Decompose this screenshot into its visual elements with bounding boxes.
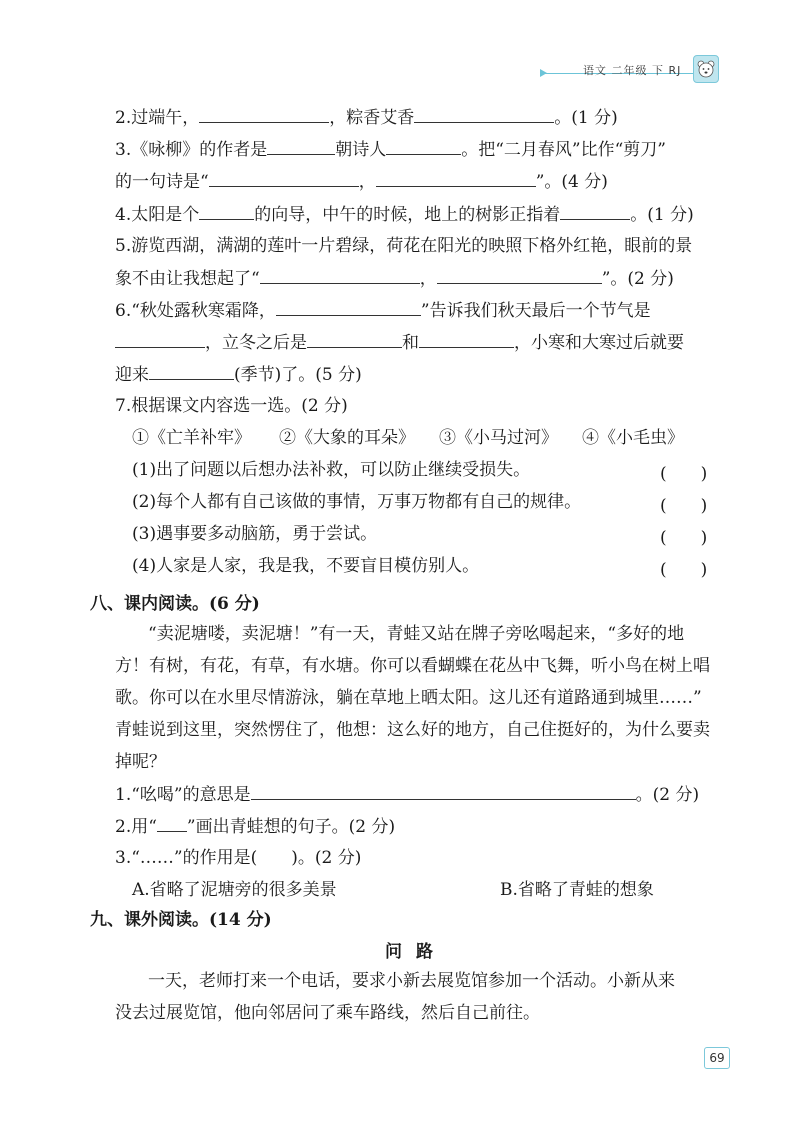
question-6-line-2: ，立冬之后是 和 ，小寒和大寒过后就要 — [115, 331, 684, 354]
question-6-line-1: 6.“秋处露秋寒霜降， ”告诉我们秋天最后一个节气是 — [115, 301, 651, 321]
question-6-line-3: 迎来 (季节)了。(5 分) — [115, 365, 362, 385]
passage-line: 没去过展览馆，他向邻居问了乘车路线，然后自己前往。 — [115, 1003, 540, 1023]
section-8-question-2: 2.用“ ”画出青蛙想的句子。(2 分) — [115, 817, 396, 837]
answer-blank[interactable] — [560, 203, 630, 220]
question-5-line-2: 象不由让我想起了“ ， ”。(2 分) — [115, 269, 674, 289]
section-8-question-1: 1.“吆喝”的意思是 。(2 分) — [115, 785, 700, 805]
option: ②《大象的耳朵》 — [279, 428, 415, 448]
answer-blank[interactable] — [260, 267, 420, 284]
passage-line: “卖泥塘喽，卖泥塘！”有一天，青蛙又站在牌子旁吆喝起来，“多好的地 — [148, 624, 685, 644]
answer-blank[interactable] — [437, 267, 602, 284]
answer-blank[interactable] — [414, 106, 554, 123]
header-label: 语文 二年级 下 RJ — [583, 64, 682, 77]
question-4: 4.太阳是个 的向导，中午的时候，地上的树影正指着 。(1 分) — [115, 205, 694, 225]
answer-blank[interactable] — [251, 783, 636, 800]
option: ④《小毛虫》 — [582, 428, 684, 448]
question-5-line-1: 5.游览西湖，满湖的莲叶一片碧绿，荷花在阳光的映照下格外红艳，眼前的景 — [115, 236, 693, 256]
passage-line: 青蛙说到这里，突然愣住了，他想：这么好的地方，自己住挺好的，为什么要卖 — [115, 720, 710, 740]
question-7-item: (2)每个人都有自己该做的事情，万事万物都有自己的规律。 — [132, 492, 582, 512]
answer-blank[interactable] — [199, 106, 329, 123]
question-7-options — [132, 427, 684, 449]
answer-blank[interactable] — [199, 203, 254, 220]
question-7-item: (1)出了问题以后想办法补救，可以防止继续受损失。 — [132, 460, 531, 480]
section-8-heading: 八、课内阅读。(6 分) — [90, 594, 260, 614]
page-number: 69 — [704, 1047, 730, 1069]
answer-blank[interactable] — [209, 170, 359, 187]
story-title: 问路 — [385, 942, 447, 962]
passage-line: 歌。你可以在水里尽情游泳，躺在草地上晒太阳。这儿还有道路通到城里……” — [115, 688, 702, 708]
question-7-item: (3)遇事要多动脑筋，勇于尝试。 — [132, 524, 378, 544]
answer-blank[interactable] — [276, 299, 421, 316]
question-3-line-2: 的一句诗是“ ， ”。(4 分) — [115, 172, 608, 192]
question-2: 2.过端午， ，粽香艾香 。(1 分) — [115, 108, 618, 128]
answer-blank[interactable] — [115, 331, 205, 348]
section-8-question-3: 3.“……”的作用是( )。(2 分) — [115, 848, 362, 868]
option-b: B.省略了青蛙的想象 — [500, 880, 654, 900]
passage-line: 一天，老师打来一个电话，要求小新去展览馆参加一个活动。小新从来 — [148, 971, 675, 991]
answer-blank[interactable] — [307, 331, 402, 348]
question-7-item: (4)人家是人家，我是我，不要盲目模仿别人。 — [132, 556, 480, 576]
answer-blank[interactable] — [149, 363, 234, 380]
question-7-title: 7.根据课文内容选一选。(2 分) — [115, 396, 348, 416]
passage-line: 方！有树，有花，有草，有水塘。你可以看蝴蝶在花丛中飞舞，听小鸟在树上唱 — [115, 656, 710, 676]
answer-blank[interactable] — [267, 138, 335, 155]
section-9-heading: 九、课外阅读。(14 分) — [90, 910, 272, 930]
option: ③《小马过河》 — [439, 428, 558, 448]
answer-paren[interactable]: ( ) — [660, 496, 708, 516]
passage-line: 掉呢？ — [115, 752, 166, 772]
bear-mascot-icon — [693, 55, 719, 83]
answer-paren[interactable]: ( ) — [660, 528, 708, 548]
question-3-line-1: 3.《咏柳》的作者是 朝诗人 。把“二月春风”比作“剪刀” — [115, 140, 666, 160]
answer-blank[interactable] — [419, 331, 514, 348]
option-a: A.省略了泥塘旁的很多美景 — [132, 880, 337, 900]
answer-blank[interactable] — [376, 170, 536, 187]
option: ①《亡羊补牢》 — [132, 428, 251, 448]
answer-paren[interactable]: ( ) — [660, 560, 708, 580]
answer-paren[interactable]: ( ) — [660, 464, 708, 484]
underline-sample — [157, 815, 187, 832]
answer-blank[interactable] — [386, 138, 461, 155]
